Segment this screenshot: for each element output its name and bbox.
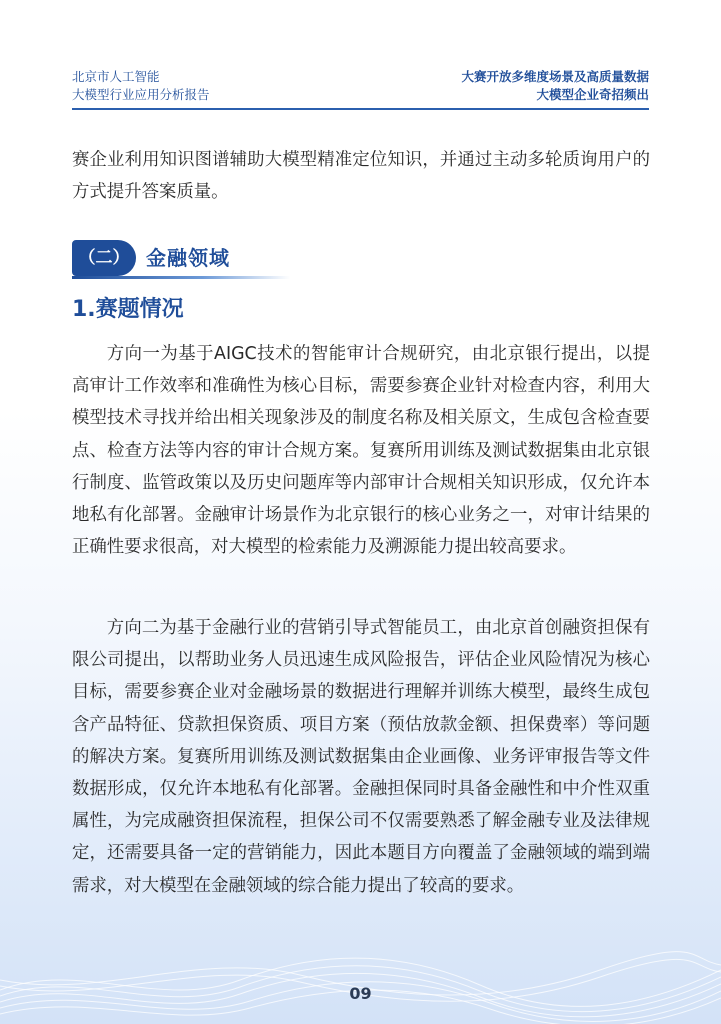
section-title: 金融领域 — [146, 246, 230, 270]
header-report-title-line2: 大模型行业应用分析报告 — [72, 87, 210, 102]
header-left — [72, 68, 210, 104]
header-right — [461, 68, 649, 104]
header-chapter-title-line2: 大模型企业奇招频出 — [536, 87, 649, 102]
section-underline — [72, 276, 290, 279]
section-number-badge: （二） — [72, 240, 136, 276]
section-banner — [72, 240, 292, 280]
header-chapter-title-line1: 大赛开放多维度场景及高质量数据 — [461, 69, 649, 84]
header-divider — [72, 108, 649, 110]
paragraph-direction-one: 方向一为基于AIGC技术的智能审计合规研究，由北京银行提出，以提高审计工作效率和准确性为核心目标，需要参赛企业针对检查内容，利用大模型技术寻找并给出相关现象涉及的制度名称及相关原文，生成包含检查要点、检查方法等内容的审计合规方案。复赛所用训练及测试数据集由北京银行制度、监管政策以及历史问题库等内部审计合规相关知识形成，仅允许本地私有化部署。金融审计场景作为北京银行的核心业务之一，对审计结果的正确性要求很高，对大模型的检索能力及溯源能力提出较高要求。 — [72, 344, 650, 558]
intro-paragraph: 赛企业利用知识图谱辅助大模型精准定位知识，并通过主动多轮质询用户的方式提升答案质量。 — [72, 150, 650, 203]
page-number: 09 — [349, 984, 372, 1003]
paragraph-direction-two: 方向二为基于金融行业的营销引导式智能员工，由北京首创融资担保有限公司提出，以帮助业务人员迅速生成风险报告，评估企业风险情况为核心目标，需要参赛企业对金融场景的数据进行理解并训练大模型，最终生成包含产品特征、贷款担保资质、项目方案（预估放款金额、担保费率）等问题的解决方案。复赛所用训练及测试数据集由企业画像、业务评审报告等文件数据形成，仅允许本地私有化部署。金融担保同时具备金融性和中介性双重属性，为完成融资担保流程，担保公司不仅需要熟悉了解金融专业及法律规定，还需要具备一定的营销能力，因此本题目方向覆盖了金融领域的端到端需求，对大模型在金融领域的综合能力提出了较高的要求。 — [72, 618, 650, 896]
subsection-title: 1.赛题情况 — [72, 297, 184, 322]
header-report-title-line1: 北京市人工智能 — [72, 69, 160, 84]
footer-wave-decoration — [0, 930, 721, 1024]
